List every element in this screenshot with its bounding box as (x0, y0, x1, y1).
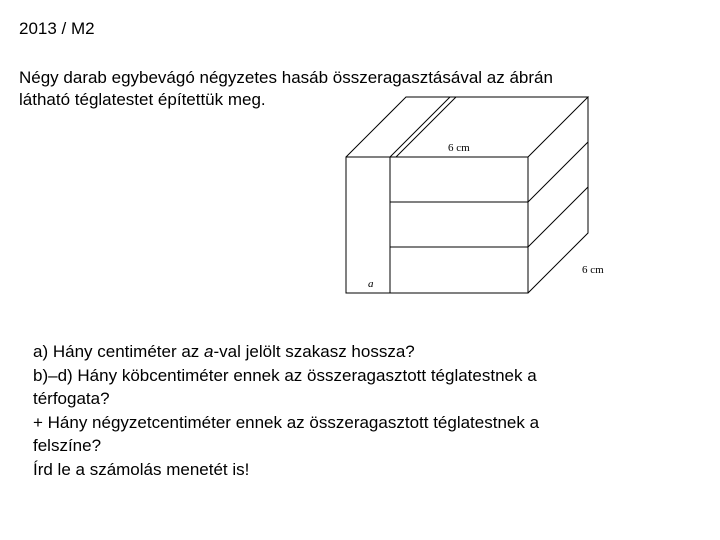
top-divider-2 (396, 97, 456, 157)
question-c-line-1: + Hány négyzetcentiméter ennek az összeragasztott téglatestnek a (33, 412, 540, 432)
page-title: 2013 / M2 (19, 19, 95, 38)
top-divider (390, 97, 450, 157)
question-c-line-2: felszíne? (33, 436, 102, 455)
question-a-suffix: -val jelölt szakasz hossza? (213, 342, 415, 361)
label-a: a (368, 278, 374, 290)
question-b-line-1: b)–d) Hány köbcentiméter ennek az összeragasztott téglatestnek a (33, 365, 537, 385)
label-right-6cm: 6 cm (582, 264, 604, 276)
intro-line-2: látható téglatestet építettük meg. (19, 90, 266, 109)
question-b-line-2: térfogata? (33, 389, 110, 408)
cuboid-figure (330, 95, 650, 305)
front-face (346, 157, 528, 293)
question-a-prefix: a) Hány centiméter az (33, 342, 205, 361)
intro-line-1: Négy darab egybevágó négyzetes hasáb összeragasztásával az ábrán (19, 68, 553, 87)
question-a (33, 340, 673, 364)
label-top-6cm: 6 cm (448, 142, 470, 154)
right-divider-2 (528, 187, 588, 247)
question-a-var: a (204, 342, 214, 361)
questions-block (33, 340, 673, 481)
right-divider-1 (528, 142, 588, 202)
question-d: Írd le a számolás menetét is! (33, 459, 250, 479)
